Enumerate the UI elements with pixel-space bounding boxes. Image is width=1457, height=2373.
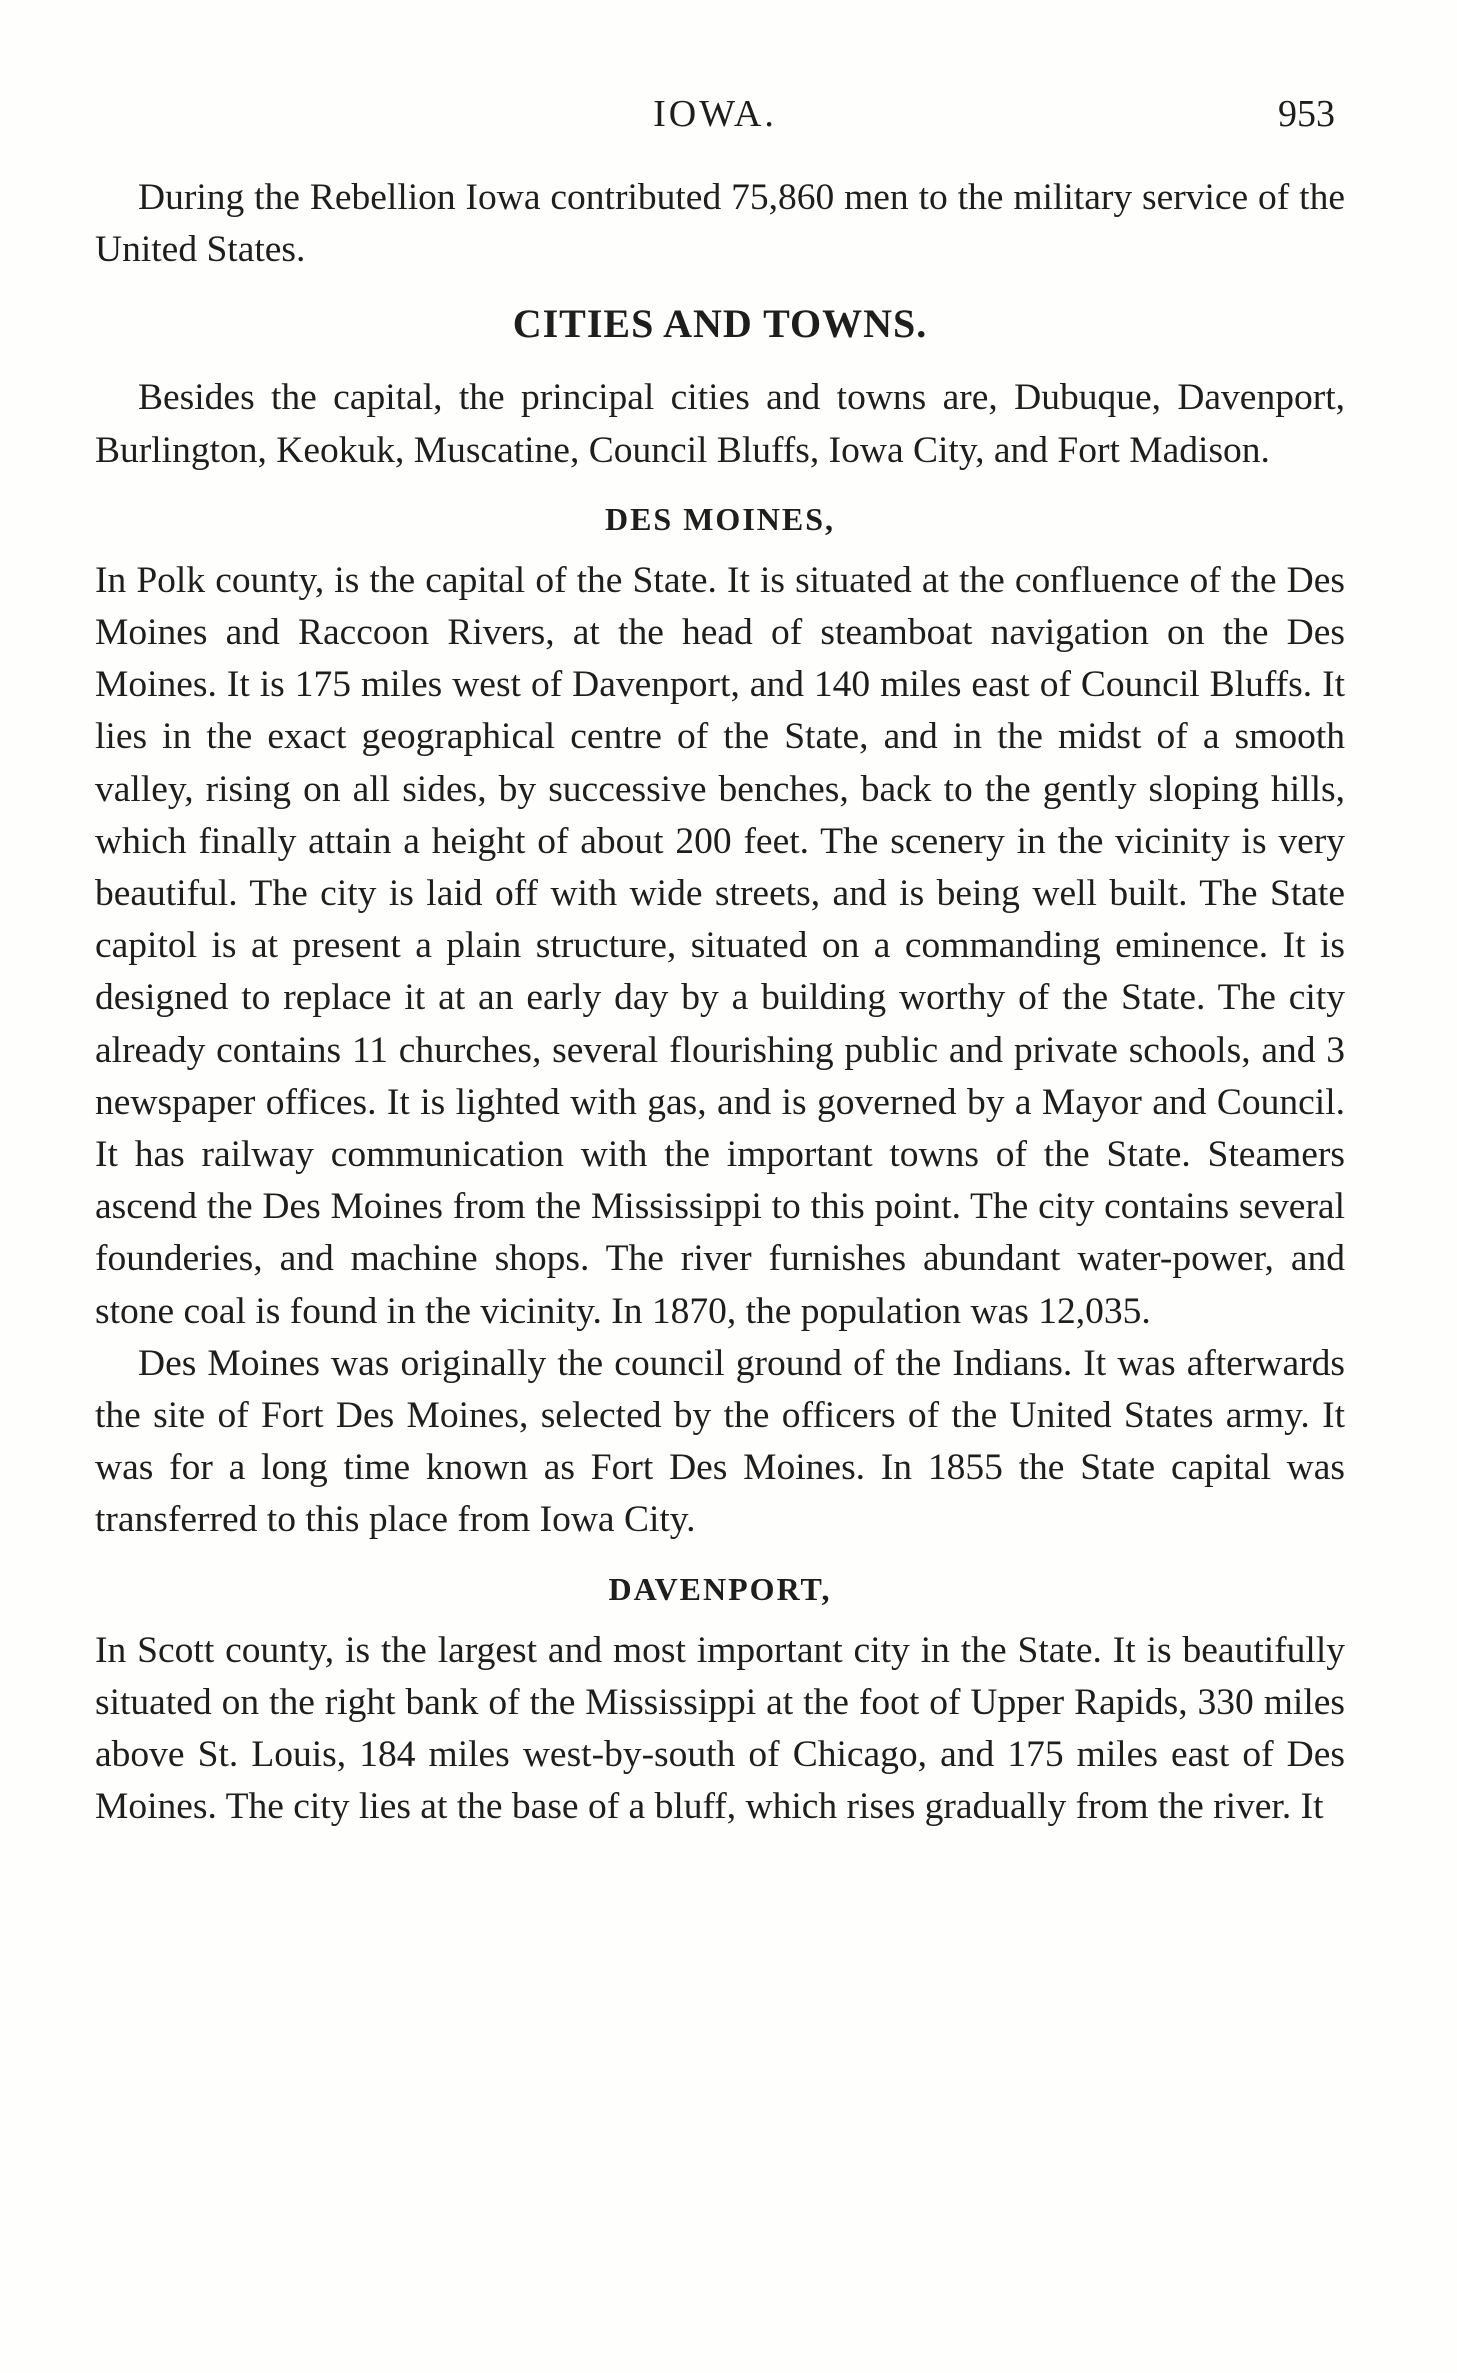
page-number: 953 bbox=[1278, 93, 1335, 135]
paragraph-des-moines-history: Des Moines was originally the council ground of the Indians. It was afterwards the site of Fort Des Moines, selected by the officers of the United States army. It was for a long time known as Fort Des Moines. In 1855 the State capital was transferred to this place from Iowa City. bbox=[95, 1342, 1345, 1541]
subheading-davenport: DAVENPORT, bbox=[608, 1570, 832, 1607]
running-head bbox=[95, 92, 1335, 142]
running-title: IOWA. bbox=[653, 93, 777, 135]
paragraph-principal-cities: Besides the capital, the principal cities and towns are, Dubuque, Davenport, Burlington, Keokuk, Muscatine, Council Bluffs, Iowa City, and Fort Madison. bbox=[95, 377, 1345, 471]
subheading-des-moines: DES MOINES, bbox=[604, 500, 836, 537]
paragraph-davenport-description: In Scott county, is the largest and most important city in the State. It is beautifully situated on the right bank of the Mississippi at the foot of Upper Rapids, 330 miles above St. Louis, 184 miles west-by-south of Chicago, and 175 miles east of Des Moines. The city lies at the base of a bluff, which rises gradually from the river. It bbox=[95, 1629, 1345, 1828]
paragraph-des-moines-description: In Polk county, is the capital of the State. It is situated at the confluence of the Des Moines and Raccoon Rivers, at the head of steamboat navigation on the Des Moines. It is 175 miles west of Davenport, and 140 miles east of Council Bluffs. It lies in the exact geographical centre of the State, and in the midst of a smooth valley, rising on all sides, by successive benches, back to the gently sloping hills, which finally attain a height of about 200 feet. The scenery in the vicinity is very beautiful. The city is laid off with wide streets, and is being well built. The State capitol is at present a plain structure, situated on a commanding eminence. It is designed to replace it at an early day by a building worthy of the State. The city already contains 11 churches, several flourishing public and private schools, and 3 newspaper offices. It is lighted with gas, and is governed by a Mayor and Council. It has railway communication with the important towns of the State. Steamers ascend the Des Moines from the Mississippi to this point. The city contains several founderies, and machine shops. The river furnishes abundant water-power, and stone coal is found in the vicinity. In 1870, the population was 12,035. bbox=[95, 559, 1345, 1332]
body-text bbox=[95, 172, 1345, 1833]
section-heading-cities-and-towns: CITIES AND TOWNS. bbox=[512, 301, 928, 347]
paragraph-rebellion: During the Rebellion Iowa contributed 75,860 men to the military service of the United States. bbox=[95, 177, 1345, 271]
